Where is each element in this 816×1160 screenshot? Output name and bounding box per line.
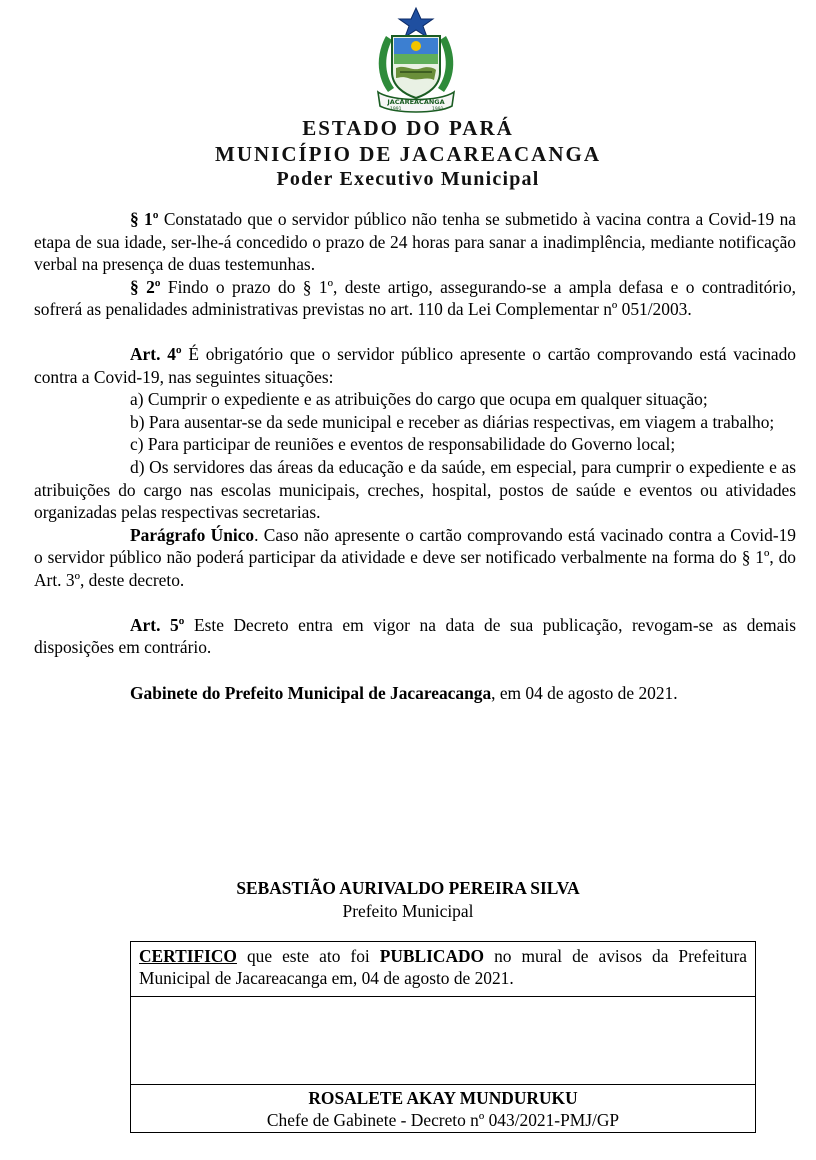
certificate-signatory-name: ROSALETE AKAY MUNDURUKU: [308, 1088, 578, 1108]
header-power: Poder Executivo Municipal: [276, 168, 540, 190]
article-4-label: Art. 4º: [130, 343, 182, 364]
paragrafo-unico-text: . Caso não apresente o cartão comprovando está vacinado contra a Covid-19 o servidor público não poderá participar da atividade e deve ser notificado verbalmente na forma do § 1º, do Art. 3º, deste decreto.: [34, 524, 796, 590]
closing-text: , em 04 de agosto de 2021.: [491, 682, 678, 703]
certificate-signatory-role: Chefe de Gabinete - Decreto nº 043/2021-PMJ/GP: [266, 1110, 620, 1130]
certificate-box: [130, 941, 756, 1133]
closing-label: Gabinete do Prefeito Municipal de Jacareacanga: [130, 682, 492, 703]
article-5-label: Art. 5º: [130, 614, 185, 635]
certificate-text-2: no mural de avisos da Prefeitura Municipal de Jacareacanga em, 04 de agosto de 2021.: [139, 946, 747, 988]
paragrafo-unico-label: Parágrafo Único: [130, 524, 255, 545]
paragraph-2-label: § 2º: [130, 276, 161, 297]
closing-line: [34, 682, 796, 705]
certificate-word-certifico: CERTIFICO: [139, 946, 237, 966]
article-4-item-b: b) Para ausentar-se da sede municipal e receber as diárias respectivas, em viagem a trabalho;: [130, 411, 775, 432]
crest-ribbon-text: JACAREACANGA: [387, 98, 445, 106]
certificate-text: [131, 942, 755, 997]
paragrafo-unico: [34, 524, 796, 592]
article-5-text: Este Decreto entra em vigor na data de sua publicação, revogam-se as demais disposições em contrário.: [34, 614, 796, 658]
header-state: ESTADO DO PARÁ: [302, 116, 514, 140]
article-5: [34, 614, 796, 659]
header-municipality: MUNICÍPIO DE JACAREACANGA: [215, 142, 601, 166]
article-4-text: É obrigatório que o servidor público apresente o cartão comprovando está vacinado contra a Covid-19, nas seguintes situações:: [34, 343, 796, 387]
paragraph-2: [34, 276, 796, 321]
article-4-item-d: d) Os servidores das áreas da educação e da saúde, em especial, para cumprir o expediente e as atribuições do cargo nas escolas municipais, creches, hospital, postos de saúde e eventos ou atividades organizadas pelas respectivas secretarias.: [34, 456, 796, 523]
decree-body: [34, 208, 796, 704]
municipal-coat-of-arms-icon: [372, 6, 460, 114]
article-4-item-c: c) Para participar de reuniões e eventos de responsabilidade do Governo local;: [130, 434, 676, 455]
signatory-role: Prefeito Municipal: [342, 901, 474, 921]
article-4: [34, 343, 796, 388]
signatory-name: SEBASTIÃO AURIVALDO PEREIRA SILVA: [236, 878, 580, 898]
paragraph-1: [34, 208, 796, 276]
paragraph-1-text: Constatado que o servidor público não tenha se submetido à vacina contra a Covid-19 na etapa de sua idade, ser-lhe-á concedido o prazo de 24 horas para sanar a inadimplência, mediante notificação verbal na presença de duas testemunhas.: [34, 209, 796, 275]
crest-year-left: 1991: [390, 107, 402, 112]
certificate-word-publicado: PUBLICADO: [379, 946, 485, 966]
certificate-text-1: que este ato foi: [236, 946, 380, 966]
paragraph-1-label: § 1º: [130, 209, 159, 229]
certificate-signature-area: [131, 997, 755, 1085]
article-4-item-a: a) Cumprir o expediente e as atribuições do cargo que ocupa em qualquer situação;: [130, 389, 708, 410]
paragraph-2-text: Findo o prazo do § 1º, deste artigo, assegurando-se a ampla defasa e o contraditório, sofrerá as penalidades administrativas previstas no art. 110 da Lei Complementar nº 051/2003.: [34, 276, 796, 320]
crest-year-right: 1991: [432, 107, 444, 112]
certificate-signatory: [131, 1085, 755, 1131]
